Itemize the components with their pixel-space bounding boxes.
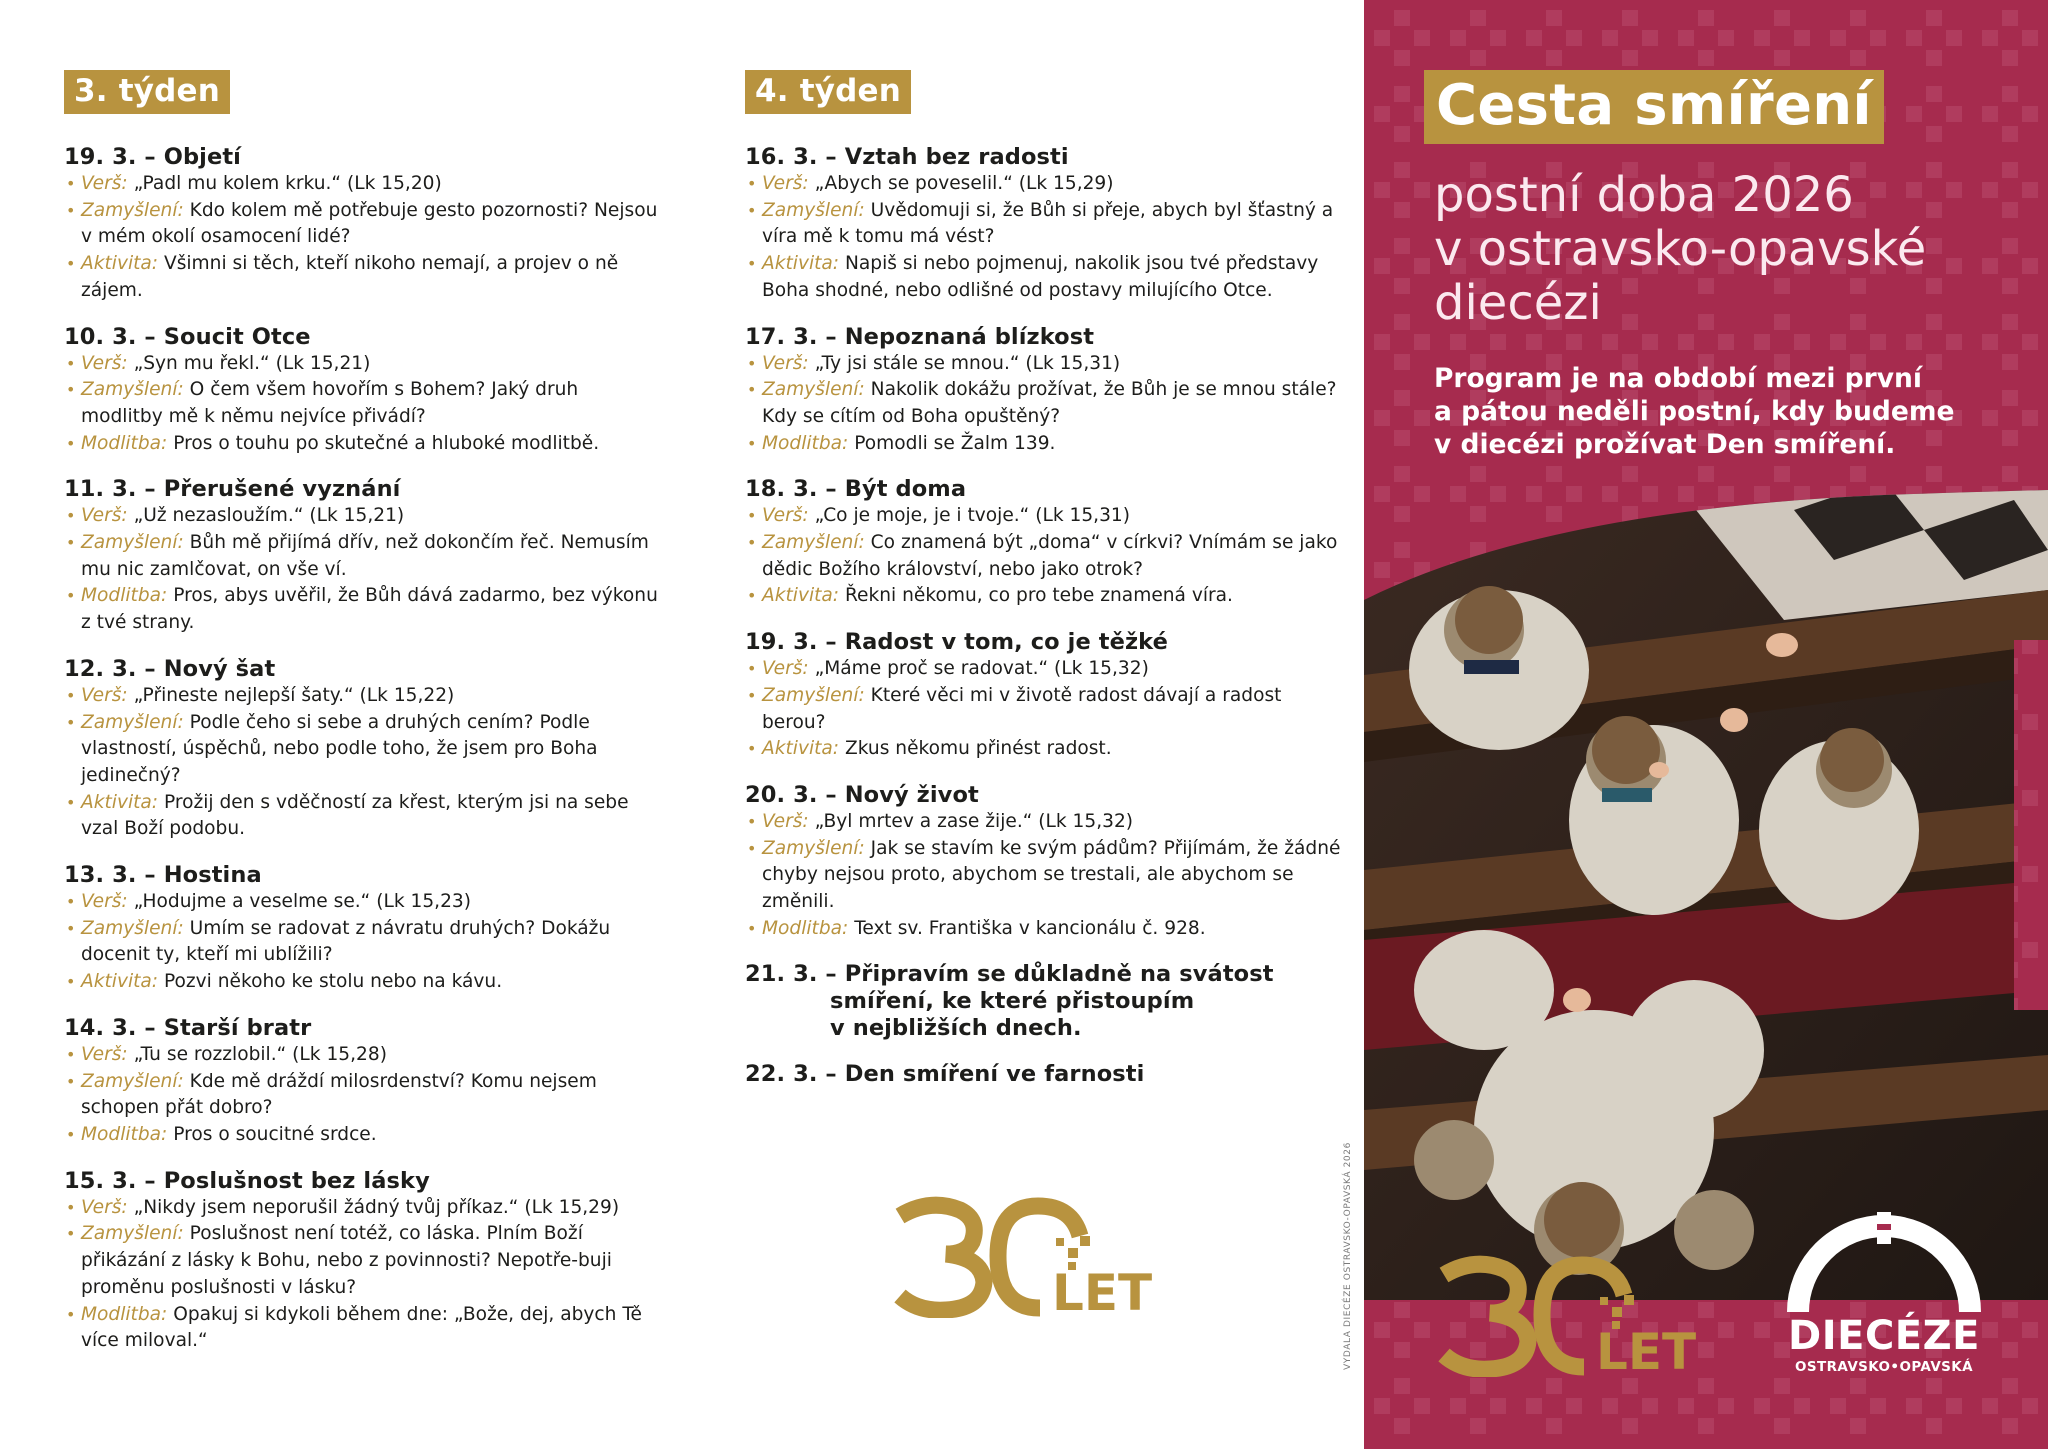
item-text: „Už nezasloužím.“ (Lk 15,21) <box>127 505 405 527</box>
day-item <box>745 377 1345 430</box>
item-label: Verš: <box>81 352 128 374</box>
program-line-2: a pátou neděli postní, kdy budeme <box>1434 396 1955 427</box>
day-items <box>64 171 664 305</box>
day-item <box>64 351 664 378</box>
day-entry <box>745 476 1345 610</box>
item-label: Zamyšlení: <box>81 711 184 733</box>
item-text: „Nikdy jsem neporušil žádný tvůj příkaz.“ (Lk 15,29) <box>127 1196 620 1218</box>
day-item <box>64 583 664 636</box>
day-item <box>745 809 1345 836</box>
day-title: 12. 3. – Nový šat <box>64 655 276 682</box>
item-label: Aktivita: <box>762 253 840 275</box>
anniversary-logo-graphic <box>890 1196 1160 1318</box>
day-item <box>745 836 1345 916</box>
item-text: Které věci mi v životě radost dávají a radost berou? <box>762 684 1282 733</box>
item-label: Verš: <box>762 173 809 194</box>
day-item <box>745 583 1345 610</box>
day-22-title: 22. 3. – Den smíření ve farnosti <box>745 1061 1145 1088</box>
subtitle-line-2: v ostravsko-opavské <box>1434 221 1927 277</box>
item-label: Modlitba: <box>81 432 168 454</box>
day-entry <box>64 862 664 996</box>
item-text: „Tu se rozzlobil.“ (Lk 15,28) <box>127 1043 387 1065</box>
item-text: Podle čeho si sebe a druhých cením? Podle vlastností, úspěchů, nebo podle toho, že jsem pro Boha jedinečný? <box>81 711 598 786</box>
day-entry <box>745 629 1345 763</box>
day-items <box>64 1042 664 1149</box>
item-text: Jak se stavím ke svým pádům? Přijímám, že žádné chyby nejsou proto, abychom se trestali, ale abychom se změnili. <box>762 837 1341 913</box>
item-text: Text sv. Františka v kancionálu č. 928. <box>848 917 1206 939</box>
day-entry <box>64 656 664 843</box>
week-3-label: 3. týden <box>64 70 230 114</box>
day-entry <box>745 144 1345 305</box>
day-title: 19. 3. – Objetí <box>64 144 241 170</box>
day-item <box>64 1302 664 1355</box>
day-item <box>745 351 1345 378</box>
day-item <box>64 530 664 583</box>
item-text: Co znamená být „doma“ v církvi? Vnímám se jako dědic Božího království, nebo jako otrok? <box>762 532 1338 580</box>
item-text: Napiš si nebo pojmenuj, nakolik jsou tvé představy Boha shodné, nebo odlišné od postavy milujícího Otce. <box>762 253 1319 301</box>
day-item <box>64 503 664 530</box>
item-text: „Syn mu řekl.“ (Lk 15,21) <box>127 352 371 374</box>
day-item <box>745 916 1345 943</box>
day-title: 19. 3. – Radost v tom, co je těžké <box>745 629 1168 656</box>
item-text: „Hodujme a veselme se.“ (Lk 15,23) <box>127 891 471 913</box>
day-item <box>745 251 1345 304</box>
day-item <box>64 431 664 458</box>
day-items <box>745 809 1345 943</box>
item-label: Zamyšlení: <box>81 532 184 554</box>
item-label: Zamyšlení: <box>81 1070 184 1092</box>
day-item <box>64 710 664 790</box>
day-title: 20. 3. – Nový život <box>745 781 979 808</box>
day-item <box>64 1195 664 1222</box>
anniversary-logo <box>890 1196 1160 1318</box>
brochure-title <box>1424 70 1884 144</box>
day-entry <box>745 324 1345 458</box>
week-4-days <box>745 144 1345 942</box>
cover-panel <box>1364 0 2048 1449</box>
day-entry <box>64 1168 664 1355</box>
item-text: Zkus někomu přinést radost. <box>839 738 1112 760</box>
item-text: Umím se radovat z návratu druhých? Dokážu docenit ty, kteří mi ublížili? <box>81 917 611 966</box>
item-text: Pros, abys uvěřil, že Bůh dává zadarmo, bez výkonu z tvé strany. <box>81 585 658 634</box>
diocese-arch-icon <box>1774 1212 1994 1312</box>
diocese-logo <box>1764 1212 2004 1376</box>
item-label: Zamyšlení: <box>762 379 865 401</box>
day-item <box>745 656 1345 683</box>
program-line-3: v diecézi prožívat Den smíření. <box>1434 429 1896 460</box>
day-items <box>64 503 664 637</box>
day-title: 17. 3. – Nepoznaná blízkost <box>745 323 1095 350</box>
item-text: Bůh mě přijímá dřív, než dokončím řeč. Nemusím mu nic zamlčovat, on vše ví. <box>81 532 649 580</box>
day-item <box>64 377 664 430</box>
day-items <box>64 351 664 458</box>
day-title: 10. 3. – Soucit Otce <box>64 323 311 350</box>
diocese-name: DIECÉZE <box>1788 1313 1980 1359</box>
item-text: „Abych se poveselil.“ (Lk 15,29) <box>808 173 1114 194</box>
day-21-line-1: 21. 3. – Připravím se důkladně na svátost <box>745 961 1274 988</box>
item-label: Aktivita: <box>762 738 840 760</box>
item-text: Poslušnost není totéž, co láska. Plním Boží přikázání z lásky k Bohu, nebo z povinnosti? Nepotře-buji proměnu poslušnosti v lásku? <box>81 1223 612 1298</box>
item-text: Pozvi někoho ke stolu nebo na kávu. <box>158 971 503 993</box>
panel-anniversary-logo <box>1434 1255 1704 1382</box>
item-label: Verš: <box>762 505 809 527</box>
week-3-days <box>64 144 664 1355</box>
item-text: Nakolik dokážu prožívat, že Bůh je se mnou stále? Kdy se cítím od Boha opuštěný? <box>762 379 1337 427</box>
brochure-subtitle <box>1434 168 2014 330</box>
day-item <box>64 1069 664 1122</box>
item-text: Kdo kolem mě potřebuje gesto pozornosti? Nejsou v mém okolí osamocení lidé? <box>81 199 658 248</box>
item-label: Aktivita: <box>81 971 159 993</box>
item-label: Verš: <box>762 352 809 374</box>
item-label: Zamyšlení: <box>762 684 865 706</box>
day-item <box>745 431 1345 458</box>
item-label: Zamyšlení: <box>762 532 865 554</box>
day-entry <box>64 1015 664 1149</box>
item-label: Zamyšlení: <box>81 199 184 221</box>
day-items <box>64 1195 664 1355</box>
day-item <box>64 790 664 843</box>
day-item <box>64 889 664 916</box>
item-text: „Byl mrtev a zase žije.“ (Lk 15,32) <box>808 810 1134 832</box>
day-item <box>745 530 1345 583</box>
day-items <box>745 171 1345 305</box>
item-label: Modlitba: <box>81 585 168 607</box>
item-label: Modlitba: <box>81 1303 168 1325</box>
day-item <box>64 1122 664 1149</box>
item-label: Zamyšlení: <box>762 199 865 221</box>
day-entry <box>64 324 664 458</box>
day-title: 15. 3. – Poslušnost bez lásky <box>64 1167 430 1194</box>
item-label: Modlitba: <box>81 1123 168 1145</box>
item-text: „Padl mu kolem krku.“ (Lk 15,20) <box>127 173 442 194</box>
panel-anniversary-logo-graphic <box>1434 1255 1704 1377</box>
item-label: Verš: <box>762 810 809 832</box>
day-item <box>64 251 664 304</box>
subtitle-line-3: diecézi <box>1434 275 1602 331</box>
day-item <box>64 1042 664 1069</box>
week-3-column <box>64 70 664 1374</box>
day-items <box>745 503 1345 610</box>
day-item <box>745 683 1345 736</box>
day-title: 16. 3. – Vztah bez radosti <box>745 144 1069 170</box>
item-label: Zamyšlení: <box>81 917 184 939</box>
item-label: Modlitba: <box>762 432 849 454</box>
item-label: Verš: <box>81 684 128 706</box>
item-text: Kde mě dráždí milosrdenství? Komu nejsem schopen přát dobro? <box>81 1070 597 1119</box>
item-text: Prožij den s vděčností za křest, kterým jsi na sebe vzal Boží podobu. <box>81 791 629 840</box>
day-items <box>745 351 1345 458</box>
item-text: Opakuj si kdykoli během dne: „Bože, dej, abych Tě více miloval.“ <box>81 1303 642 1352</box>
day-item <box>745 171 1345 198</box>
item-label: Verš: <box>762 658 809 680</box>
day-title: 13. 3. – Hostina <box>64 862 262 889</box>
item-text: „Přineste nejlepší šaty.“ (Lk 15,22) <box>127 684 455 706</box>
item-label: Zamyšlení: <box>762 837 865 859</box>
item-label: Verš: <box>81 1196 128 1218</box>
photo-illustration <box>1364 470 2048 1300</box>
day-21-line-3: v nejbližších dnech. <box>830 1015 1082 1042</box>
item-label: Zamyšlení: <box>81 1223 184 1245</box>
publisher-note: VYDALA DIECÉZE OSTRAVSKO-OPAVSKÁ 2026 <box>1343 1142 1353 1370</box>
program-description <box>1434 362 2024 461</box>
item-text: „Ty jsi stále se mnou.“ (Lk 15,31) <box>808 352 1121 374</box>
item-label: Aktivita: <box>762 585 840 607</box>
item-text: Pros o touhu po skutečné a hluboké modlitbě. <box>167 432 600 454</box>
subtitle-line-1: postní doba 2026 <box>1434 167 1854 223</box>
day-item <box>64 969 664 996</box>
item-text: Řekni někomu, co pro tebe znamená víra. <box>839 585 1233 607</box>
diocese-subtitle: OSTRAVSKO•OPAVSKÁ <box>1794 1359 1973 1375</box>
panel-anniversary-logo-word: LET <box>1596 1323 1697 1377</box>
day-title: 11. 3. – Přerušené vyznání <box>64 476 401 503</box>
day-items <box>64 683 664 843</box>
day-item <box>64 198 664 251</box>
day-item <box>64 683 664 710</box>
item-label: Verš: <box>81 173 128 194</box>
day-entry <box>64 144 664 305</box>
item-label: Modlitba: <box>762 917 849 939</box>
item-text: O čem všem hovořím s Bohem? Jaký druh modlitby mě k němu nejvíce přivádí? <box>81 379 579 427</box>
item-text: Všimni si těch, kteří nikoho nemají, a projev o ně zájem. <box>81 253 619 301</box>
day-item <box>745 198 1345 251</box>
day-entry <box>64 476 664 637</box>
item-label: Verš: <box>81 505 128 527</box>
day-item <box>745 736 1345 763</box>
item-text: Pros o soucitné srdce. <box>167 1123 377 1145</box>
item-label: Aktivita: <box>81 791 159 813</box>
day-items <box>64 889 664 996</box>
item-label: Verš: <box>81 1043 128 1065</box>
item-text: „Máme proč se radovat.“ (Lk 15,32) <box>808 658 1149 680</box>
item-label: Verš: <box>81 891 128 913</box>
day-entry <box>745 782 1345 943</box>
day-items <box>745 656 1345 763</box>
item-text: „Co je moje, je i tvoje.“ (Lk 15,31) <box>808 505 1130 527</box>
day-21 <box>745 961 1345 1042</box>
item-label: Aktivita: <box>81 253 159 275</box>
day-22 <box>745 1061 1345 1088</box>
altar-servers-photo <box>1364 470 2048 1300</box>
day-title: 18. 3. – Být doma <box>745 476 967 503</box>
week-4-label: 4. týden <box>745 70 911 114</box>
day-21-line-2: smíření, ke které přistoupím <box>830 988 1195 1015</box>
anniversary-logo-word: LET <box>1052 1264 1153 1318</box>
day-item <box>64 1221 664 1301</box>
item-label: Zamyšlení: <box>81 379 184 401</box>
brochure-title-text: Cesta smíření <box>1436 73 1872 138</box>
day-item <box>745 503 1345 530</box>
item-text: Pomodli se Žalm 139. <box>848 432 1056 454</box>
week-4-column <box>745 70 1345 1107</box>
item-text: Uvědomuji si, že Bůh si přeje, abych byl šťastný a víra mě k tomu má vést? <box>762 199 1334 248</box>
program-line-1: Program je na období mezi první <box>1434 363 1922 394</box>
day-item <box>64 171 664 198</box>
day-item <box>64 916 664 969</box>
day-title: 14. 3. – Starší bratr <box>64 1014 312 1041</box>
